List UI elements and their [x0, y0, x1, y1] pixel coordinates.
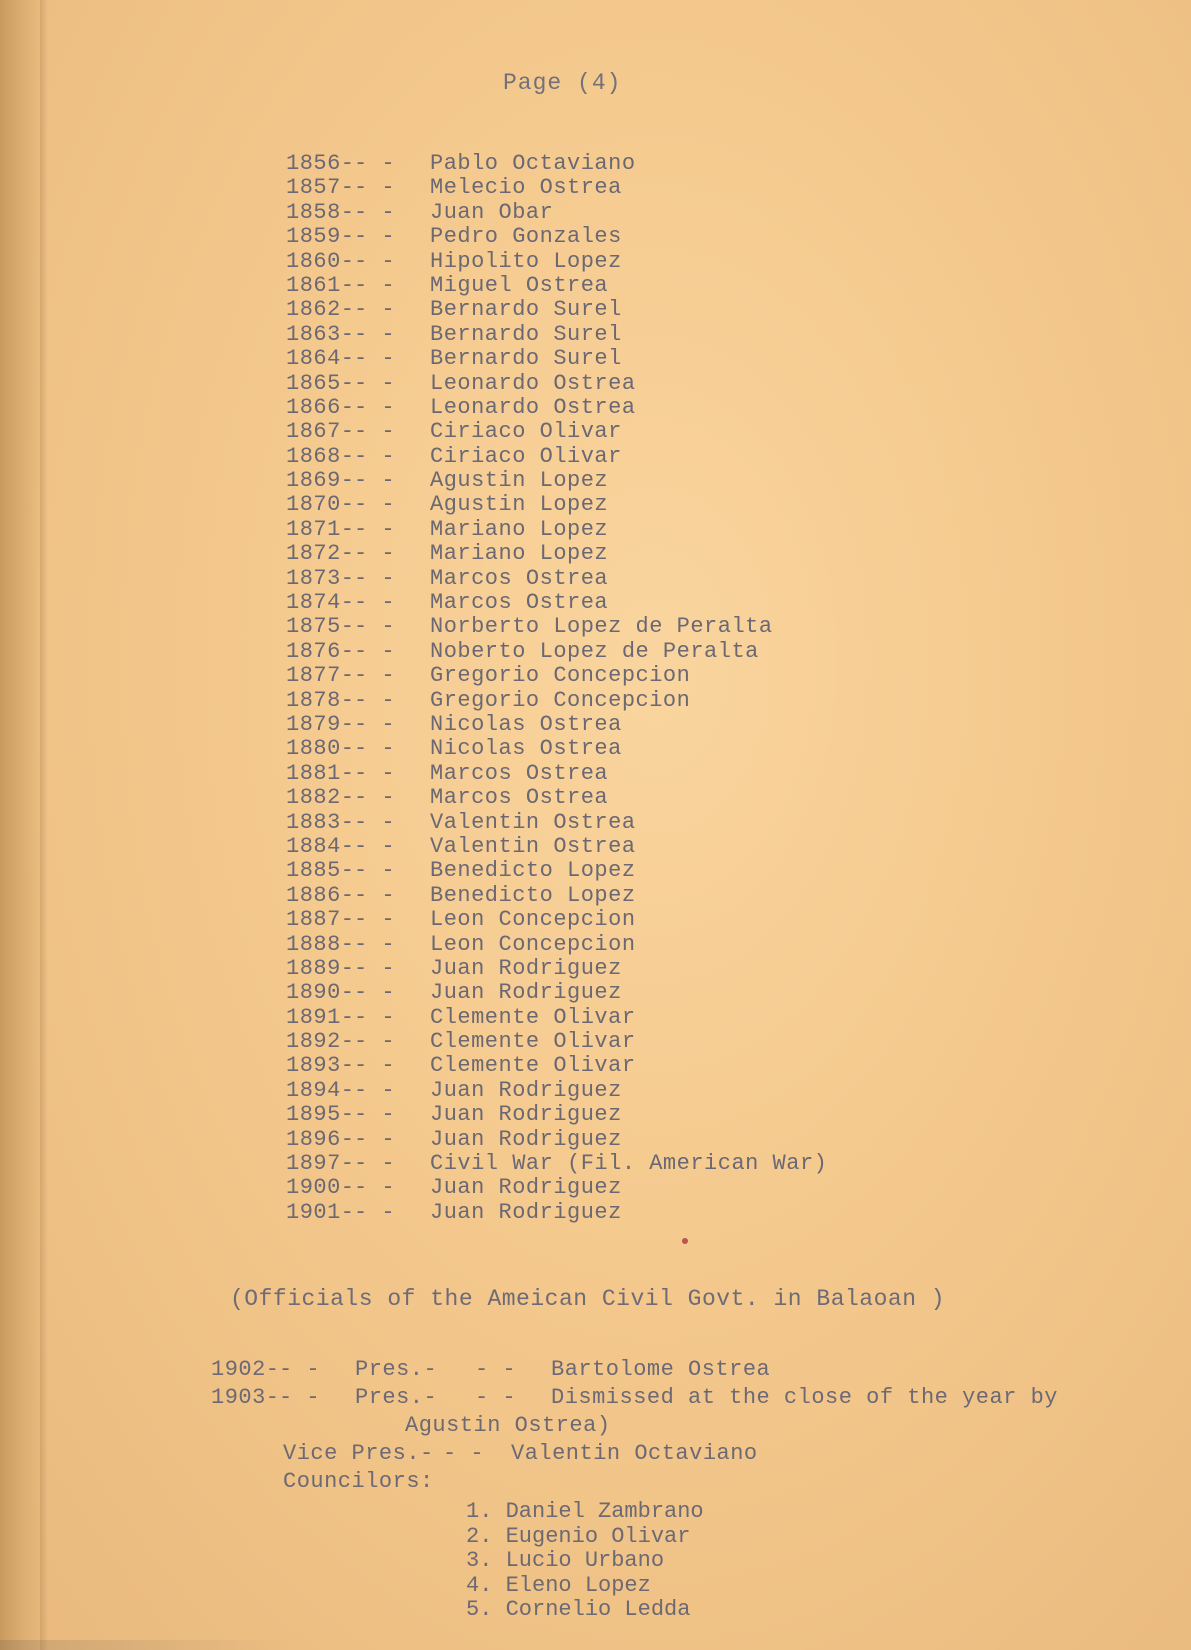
entry-dashes: - -	[354, 1126, 396, 1152]
list-item	[286, 1103, 827, 1127]
entry-name: Juan Rodriguez	[430, 980, 622, 1006]
official-note: Dismissed at the close of the year by	[551, 1385, 1058, 1410]
list-item	[286, 176, 827, 200]
official-role: Pres.-	[355, 1357, 438, 1382]
entry-name: Bernardo Surel	[430, 321, 622, 347]
officials-line-1903	[211, 1384, 1058, 1412]
fold-shadow	[40, 0, 48, 1650]
list-item	[286, 957, 827, 981]
entry-year: 1864-	[286, 346, 355, 372]
entry-year: 1878-	[286, 687, 355, 713]
civil-govt-officials	[211, 1356, 1058, 1496]
officials-year-list	[286, 152, 827, 1225]
list-item	[286, 762, 827, 786]
entry-dashes: - -	[354, 468, 396, 494]
entry-name: Juan Rodriguez	[430, 1102, 622, 1128]
list-item	[286, 1201, 827, 1225]
entry-dashes: - -	[354, 907, 396, 933]
list-item: 5. Cornelio Ledda	[466, 1597, 691, 1622]
list-item	[286, 250, 827, 274]
entry-dashes: - -	[354, 785, 396, 811]
officials-line-1902	[211, 1356, 1058, 1384]
entry-dashes: - -	[354, 565, 396, 591]
entry-year: 1857-	[286, 175, 355, 201]
page-title: Page (4)	[503, 70, 622, 96]
section-heading: (Officials of the Ameican Civil Govt. in Balaoan )	[230, 1286, 946, 1312]
entry-year: 1891-	[286, 1004, 355, 1030]
entry-name: Juan Rodriguez	[430, 955, 622, 981]
entry-year: 1879-	[286, 711, 355, 737]
entry-year: 1871-	[286, 516, 355, 542]
list-item	[286, 323, 827, 347]
list-item	[286, 981, 827, 1005]
entry-dashes: - -	[354, 224, 396, 250]
entry-year: 1890-	[286, 980, 355, 1006]
entry-year: 1894-	[286, 1077, 355, 1103]
list-item	[286, 1128, 827, 1152]
entry-dashes: - -	[354, 394, 396, 420]
red-ink-mark	[682, 1238, 688, 1244]
entry-name: Bernardo Surel	[430, 297, 622, 323]
entry-year: 1889-	[286, 955, 355, 981]
entry-year: 1885-	[286, 858, 355, 884]
list-item	[286, 201, 827, 225]
entry-name: Noberto Lopez de Peralta	[430, 638, 759, 664]
list-item	[286, 591, 827, 615]
entry-name: Juan Rodriguez	[430, 1175, 622, 1201]
entry-year: 1869-	[286, 468, 355, 494]
entry-dashes: - -	[354, 833, 396, 859]
entry-dashes: - -	[354, 1199, 396, 1225]
entry-dashes: - -	[354, 858, 396, 884]
entry-name: Mariano Lopez	[430, 541, 609, 567]
list-item	[286, 518, 827, 542]
list-item	[286, 420, 827, 444]
list-item	[286, 567, 827, 591]
entry-name: Valentin Ostrea	[430, 833, 636, 859]
entry-dashes: - -	[354, 151, 396, 176]
entry-name: Juan Obar	[430, 199, 554, 225]
entry-dashes: - -	[354, 614, 396, 640]
list-item: 1. Daniel Zambrano	[466, 1499, 704, 1524]
list-item	[286, 1176, 827, 1200]
entry-year: 1859-	[286, 224, 355, 250]
entry-year: 1872-	[286, 541, 355, 567]
list-item	[286, 908, 827, 932]
entry-year: 1884-	[286, 833, 355, 859]
entry-year: 1856-	[286, 151, 355, 176]
entry-year: 1865-	[286, 370, 355, 396]
entry-year: 1895-	[286, 1102, 355, 1128]
vice-name: Valentin Octaviano	[511, 1441, 758, 1466]
entry-year: 1900-	[286, 1175, 355, 1201]
list-item	[286, 469, 827, 493]
entry-year: 1887-	[286, 907, 355, 933]
entry-year: 1873-	[286, 565, 355, 591]
entry-dashes: - -	[354, 760, 396, 786]
list-item: 4. Eleno Lopez	[466, 1572, 651, 1598]
entry-dashes: - -	[354, 443, 396, 469]
entry-year: 1858-	[286, 199, 355, 225]
entry-name: Leonardo Ostrea	[430, 370, 636, 396]
entry-name: Leon Concepcion	[430, 907, 636, 933]
entry-name: Ciriaco Olivar	[430, 419, 622, 445]
entry-name: Pablo Octaviano	[430, 151, 636, 176]
list-item	[286, 274, 827, 298]
list-item	[286, 1079, 827, 1103]
councilors-list	[466, 1500, 704, 1623]
entry-dashes: - -	[354, 516, 396, 542]
entry-year: 1867-	[286, 419, 355, 445]
entry-dashes: - -	[354, 687, 396, 713]
list-item	[286, 640, 827, 664]
entry-name: Gregorio Concepcion	[430, 687, 691, 713]
entry-year: 1881-	[286, 760, 355, 786]
list-item	[286, 835, 827, 859]
entry-year: 1861-	[286, 272, 355, 298]
list-item	[286, 445, 827, 469]
entry-dashes: - -	[354, 272, 396, 298]
entry-year: 1897-	[286, 1151, 355, 1177]
entry-dashes: - -	[354, 955, 396, 981]
list-item	[286, 1054, 827, 1078]
entry-year: 1875-	[286, 614, 355, 640]
list-item	[286, 859, 827, 883]
entry-name: Nicolas Ostrea	[430, 736, 622, 762]
list-item	[286, 152, 827, 176]
entry-year: 1870-	[286, 492, 355, 518]
entry-dashes: - -	[354, 882, 396, 908]
entry-dashes: - -	[354, 736, 396, 762]
entry-year: 1862-	[286, 297, 355, 323]
entry-dashes: - -	[354, 321, 396, 347]
entry-dashes: - -	[354, 175, 396, 201]
list-item: 2. Eugenio Olivar	[466, 1523, 691, 1549]
entry-name: Marcos Ostrea	[430, 590, 609, 616]
list-item	[286, 347, 827, 371]
entry-year: 1886-	[286, 882, 355, 908]
entry-name: Nicolas Ostrea	[430, 711, 622, 737]
entry-name: Bernardo Surel	[430, 346, 622, 372]
entry-dashes: - -	[354, 1077, 396, 1103]
list-item	[286, 713, 827, 737]
entry-year: 1876-	[286, 638, 355, 664]
entry-name: Clemente Olivar	[430, 1053, 636, 1079]
official-note-continuation: Agustin Ostrea)	[405, 1413, 611, 1438]
entry-dashes: - -	[354, 1151, 396, 1177]
entry-name: Gregorio Concepcion	[430, 663, 691, 689]
entry-year: 1893-	[286, 1053, 355, 1079]
vice-separator: - -	[443, 1441, 485, 1466]
entry-dashes: - -	[354, 638, 396, 664]
list-item	[286, 615, 827, 639]
entry-dashes: - -	[354, 980, 396, 1006]
list-item	[286, 1006, 827, 1030]
entry-year: 1866-	[286, 394, 355, 420]
official-dashes: - -	[279, 1357, 321, 1382]
list-item	[286, 372, 827, 396]
entry-name: Marcos Ostrea	[430, 760, 609, 786]
entry-name: Leon Concepcion	[430, 931, 636, 957]
official-role: Pres.-	[355, 1385, 438, 1410]
list-item	[286, 884, 827, 908]
vice-president-line	[211, 1440, 1058, 1468]
official-year: 1902-	[211, 1357, 280, 1382]
entry-year: 1880-	[286, 736, 355, 762]
entry-dashes: - -	[354, 346, 396, 372]
entry-dashes: - -	[354, 492, 396, 518]
list-item	[286, 786, 827, 810]
entry-dashes: - -	[354, 809, 396, 835]
entry-year: 1883-	[286, 809, 355, 835]
entry-dashes: - -	[354, 199, 396, 225]
entry-name: Ciriaco Olivar	[430, 443, 622, 469]
entry-dashes: - -	[354, 370, 396, 396]
entry-name: Marcos Ostrea	[430, 785, 609, 811]
list-item	[286, 298, 827, 322]
list-item	[286, 664, 827, 688]
entry-dashes: - -	[354, 1102, 396, 1128]
entry-name: Juan Rodriguez	[430, 1077, 622, 1103]
entry-name: Clemente Olivar	[430, 1004, 636, 1030]
list-item	[286, 933, 827, 957]
vice-role: Vice Pres.-	[283, 1441, 434, 1466]
official-separator: - -	[475, 1385, 517, 1410]
list-item	[286, 542, 827, 566]
entry-name: Norberto Lopez de Peralta	[430, 614, 773, 640]
entry-dashes: - -	[354, 663, 396, 689]
entry-dashes: - -	[354, 590, 396, 616]
list-item	[286, 396, 827, 420]
entry-year: 1874-	[286, 590, 355, 616]
entry-year: 1863-	[286, 321, 355, 347]
entry-dashes: - -	[354, 711, 396, 737]
entry-dashes: - -	[354, 1004, 396, 1030]
entry-dashes: - -	[354, 1175, 396, 1201]
list-item	[286, 689, 827, 713]
entry-name: Hipolito Lopez	[430, 248, 622, 274]
entry-year: 1896-	[286, 1126, 355, 1152]
entry-year: 1892-	[286, 1029, 355, 1055]
official-dashes: - -	[279, 1385, 321, 1410]
list-item	[286, 1152, 827, 1176]
entry-dashes: - -	[354, 931, 396, 957]
official-year: 1903-	[211, 1385, 280, 1410]
entry-name: Benedicto Lopez	[430, 858, 636, 884]
entry-name: Agustin Lopez	[430, 468, 609, 494]
entry-name: Agustin Lopez	[430, 492, 609, 518]
entry-dashes: - -	[354, 1053, 396, 1079]
list-item	[286, 225, 827, 249]
entry-name: Juan Rodriguez	[430, 1126, 622, 1152]
entry-name: Marcos Ostrea	[430, 565, 609, 591]
entry-year: 1882-	[286, 785, 355, 811]
entry-dashes: - -	[354, 1029, 396, 1055]
list-item	[286, 737, 827, 761]
entry-name: Benedicto Lopez	[430, 882, 636, 908]
entry-name: Melecio Ostrea	[430, 175, 622, 201]
councilors-label: Councilors:	[283, 1469, 434, 1494]
official-separator: - -	[475, 1357, 517, 1382]
entry-year: 1888-	[286, 931, 355, 957]
list-item	[286, 1030, 827, 1054]
entry-name: Mariano Lopez	[430, 516, 609, 542]
entry-dashes: - -	[354, 297, 396, 323]
list-item: 3. Lucio Urbano	[466, 1548, 665, 1573]
entry-name: Miguel Ostrea	[430, 272, 609, 298]
official-name: Bartolome Ostrea	[551, 1357, 771, 1382]
entry-name: Civil War (Fil. American War)	[430, 1151, 828, 1177]
list-item	[286, 811, 827, 835]
entry-dashes: - -	[354, 419, 396, 445]
scan-footer-strip	[0, 1640, 300, 1650]
entry-year: 1860-	[286, 248, 355, 274]
entry-year: 1877-	[286, 663, 355, 689]
entry-name: Clemente Olivar	[430, 1029, 636, 1055]
entry-year: 1868-	[286, 443, 355, 469]
entry-name: Valentin Ostrea	[430, 809, 636, 835]
list-item	[286, 493, 827, 517]
entry-name: Juan Rodriguez	[430, 1199, 622, 1225]
entry-dashes: - -	[354, 541, 396, 567]
entry-name: Leonardo Ostrea	[430, 394, 636, 420]
entry-year: 1901-	[286, 1199, 355, 1225]
entry-dashes: - -	[354, 248, 396, 274]
entry-name: Pedro Gonzales	[430, 224, 622, 250]
